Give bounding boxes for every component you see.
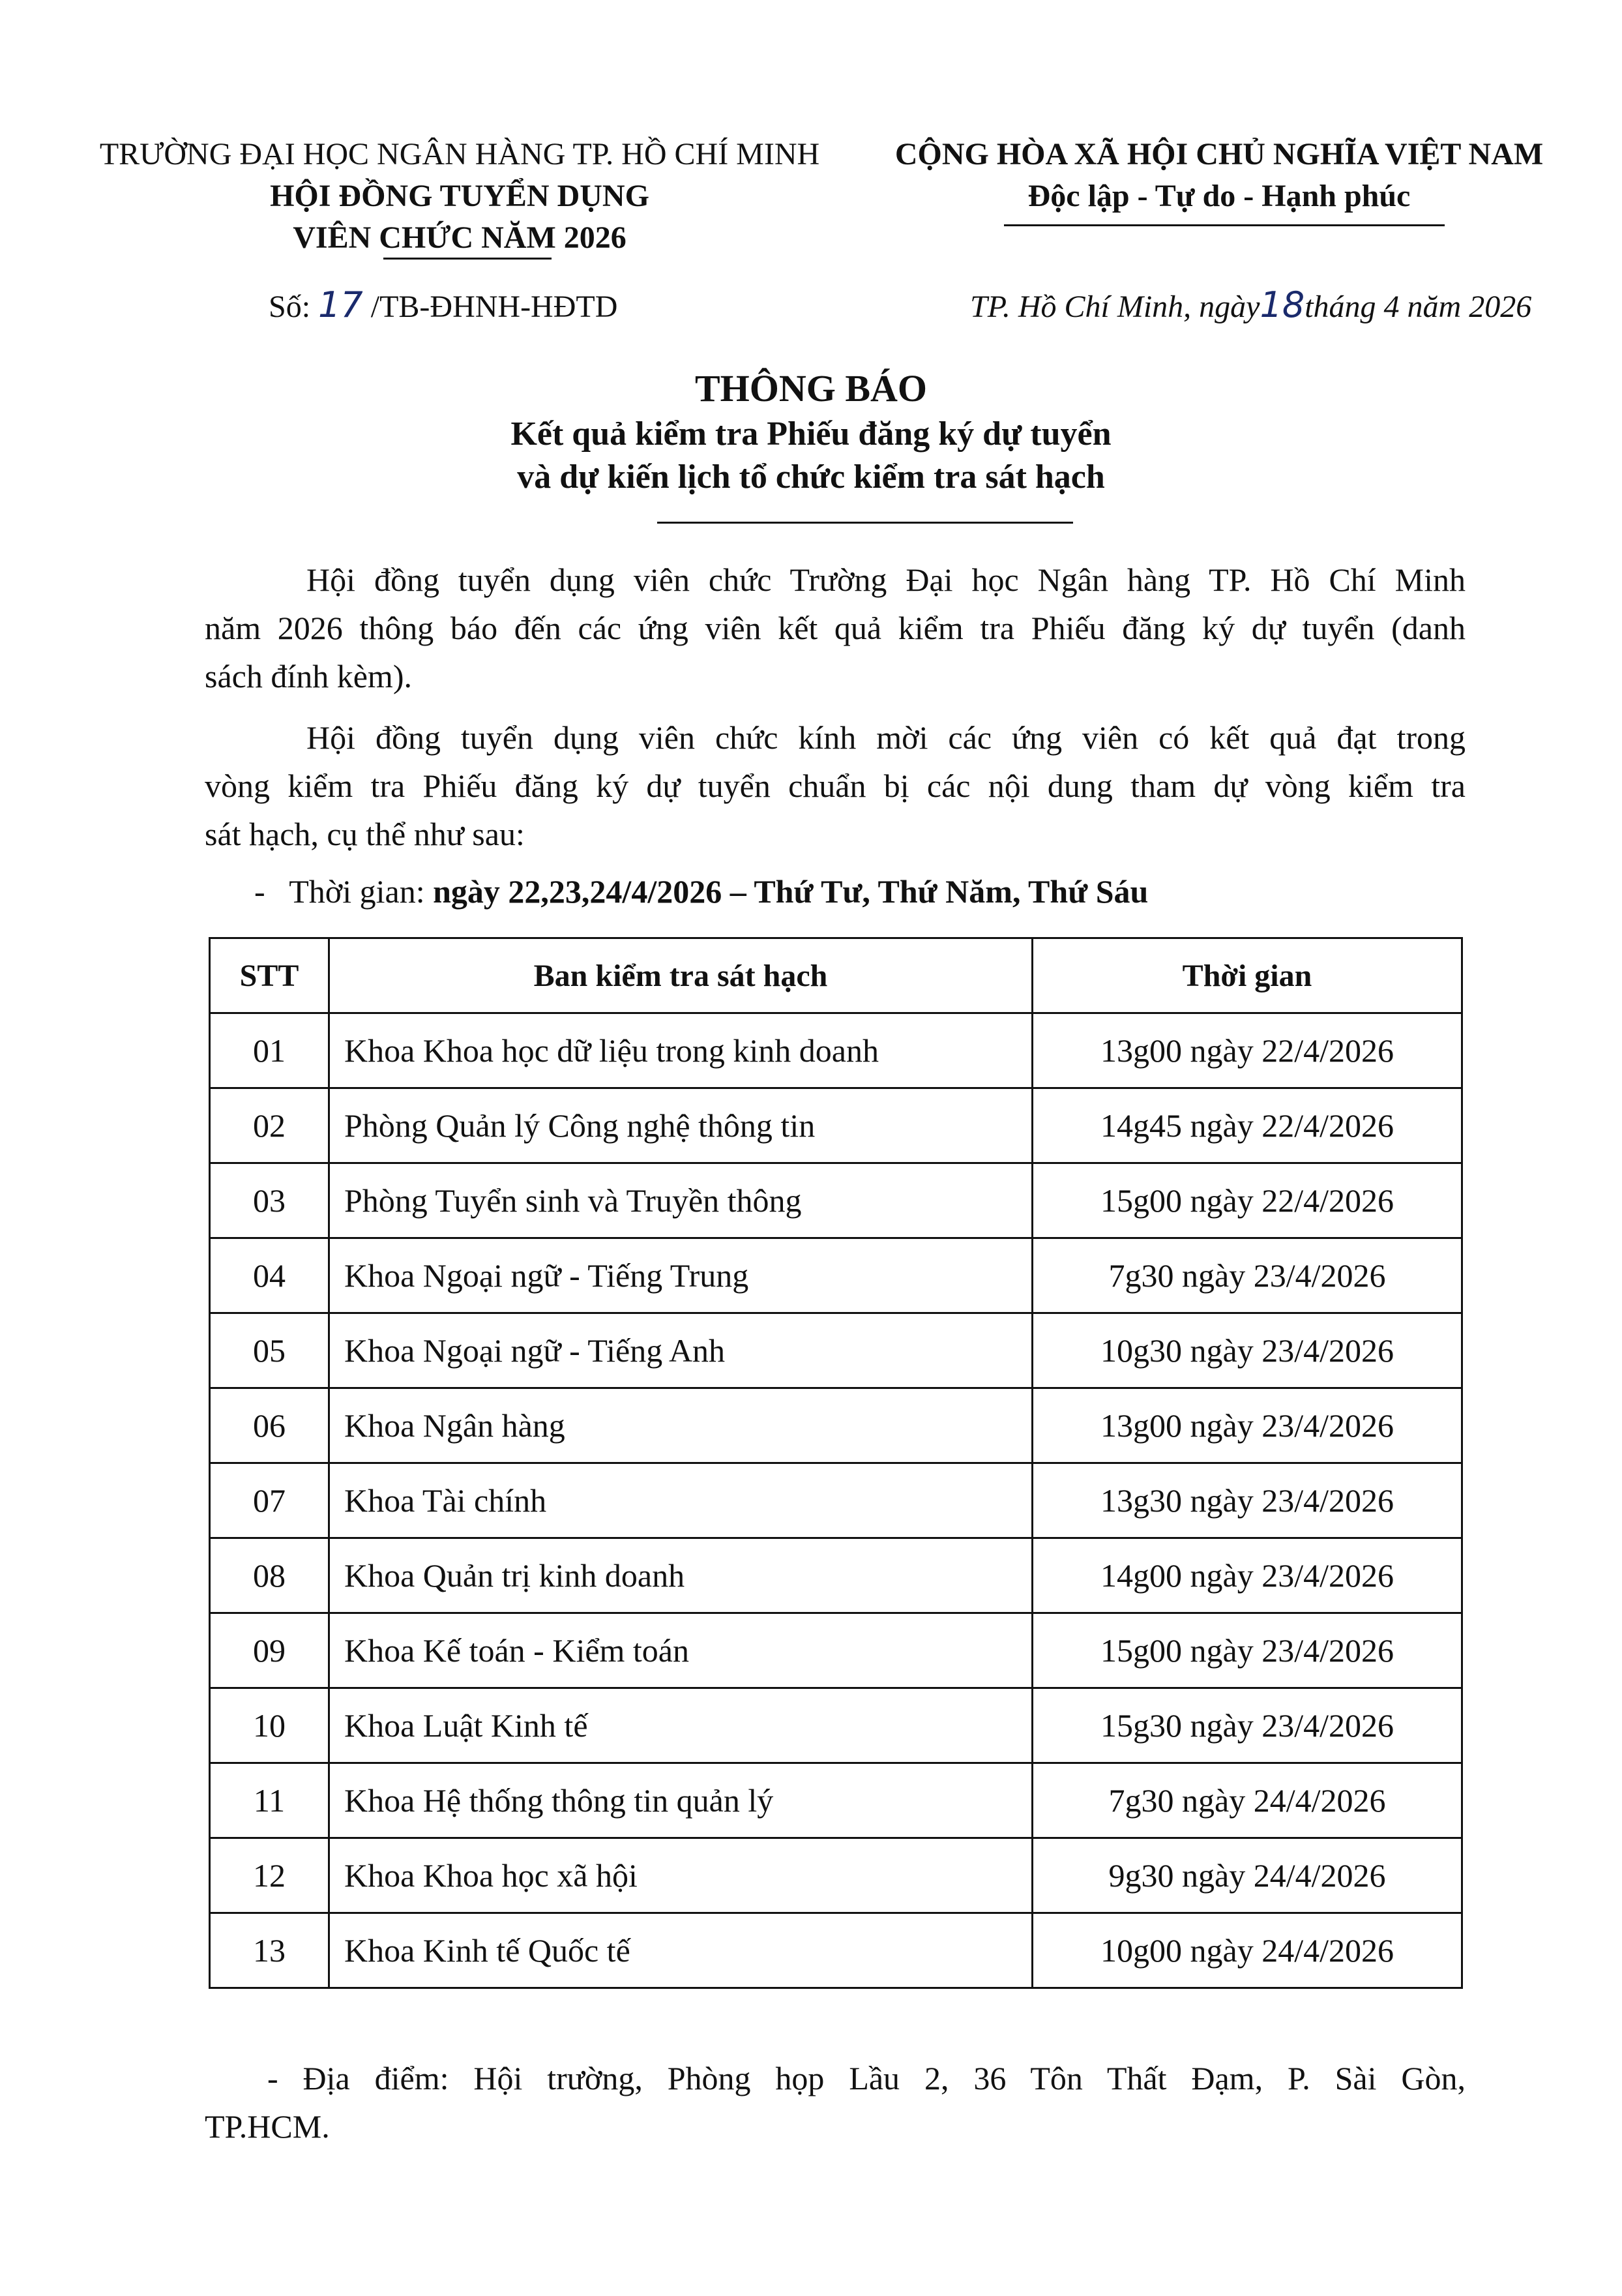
- location-item: [205, 2054, 1466, 2151]
- paragraph-invitation: [205, 713, 1466, 858]
- table-row: [210, 1913, 1462, 1988]
- table-row: [210, 1763, 1462, 1838]
- table-header-row: [210, 938, 1462, 1013]
- table-row: [210, 1838, 1462, 1913]
- location-line: TP.HCM.: [205, 2108, 330, 2145]
- row-exam-board: Khoa Ngoại ngữ - Tiếng Anh: [329, 1313, 1033, 1388]
- issuer-header: [98, 134, 821, 259]
- date-prefix: TP. Hồ Chí Minh, ngày: [970, 290, 1260, 324]
- row-exam-board: Khoa Kế toán - Kiểm toán: [329, 1613, 1033, 1688]
- location-line: - Địa điểm: Hội trường, Phòng họp Lầu 2, 36 Tôn Thất Đạm, P. Sài Gòn,: [267, 2060, 1466, 2096]
- exam-schedule-table: [209, 937, 1463, 1989]
- header-time: Thời gian: [1033, 938, 1462, 1013]
- row-time: 9g30 ngày 24/4/2026: [1033, 1838, 1462, 1913]
- row-time: 15g30 ngày 23/4/2026: [1033, 1688, 1462, 1763]
- row-stt: 04: [210, 1238, 329, 1313]
- time-item-label: Thời gian:: [289, 873, 425, 910]
- row-stt: 07: [210, 1463, 329, 1538]
- date-day-handwritten: 18: [1260, 284, 1305, 325]
- row-stt: 02: [210, 1088, 329, 1163]
- table-row: [210, 1163, 1462, 1238]
- row-exam-board: Khoa Hệ thống thông tin quản lý: [329, 1763, 1033, 1838]
- date-line: [970, 284, 1531, 325]
- row-exam-board: Khoa Ngân hàng: [329, 1388, 1033, 1463]
- row-stt: 12: [210, 1838, 329, 1913]
- row-stt: 11: [210, 1763, 329, 1838]
- issuer-council: HỘI ĐỒNG TUYỂN DỤNG: [270, 179, 649, 213]
- national-header: [861, 134, 1578, 217]
- time-item-value: ngày 22,23,24/4/2026 – Thứ Tư, Thứ Năm, Thứ Sáu: [433, 873, 1149, 910]
- row-time: 7g30 ngày 24/4/2026: [1033, 1763, 1462, 1838]
- row-time: 14g00 ngày 23/4/2026: [1033, 1538, 1462, 1613]
- row-exam-board: Phòng Quản lý Công nghệ thông tin: [329, 1088, 1033, 1163]
- row-exam-board: Khoa Khoa học dữ liệu trong kinh doanh: [329, 1013, 1033, 1088]
- paragraph-intro-line: sách đính kèm).: [205, 658, 412, 694]
- paragraph-intro: [205, 556, 1466, 700]
- row-stt: 01: [210, 1013, 329, 1088]
- table-row: [210, 1013, 1462, 1088]
- time-item: [254, 872, 1148, 910]
- notice-title: THÔNG BÁO: [694, 367, 928, 410]
- paragraph-intro-line: năm 2026 thông báo đến các ứng viên kết quả kiểm tra Phiếu đăng ký dự tuyển (danh: [205, 610, 1466, 646]
- national-motto-country: CỘNG HÒA XÃ HỘI CHỦ NGHĨA VIỆT NAM: [894, 137, 1544, 171]
- doc-number-prefix: Số:: [269, 290, 311, 324]
- motto-underline: [1004, 224, 1445, 226]
- time-item-dash: -: [254, 873, 265, 910]
- national-motto: Độc lập - Tự do - Hạnh phúc: [1027, 179, 1411, 213]
- row-exam-board: Khoa Quản trị kinh doanh: [329, 1538, 1033, 1613]
- issuer-year: VIÊN CHỨC NĂM 2026: [293, 220, 627, 255]
- table-row: [210, 1388, 1462, 1463]
- row-stt: 10: [210, 1688, 329, 1763]
- row-time: 13g30 ngày 23/4/2026: [1033, 1463, 1462, 1538]
- row-time: 13g00 ngày 22/4/2026: [1033, 1013, 1462, 1088]
- row-exam-board: Khoa Kinh tế Quốc tế: [329, 1913, 1033, 1988]
- row-exam-board: Khoa Luật Kinh tế: [329, 1688, 1033, 1763]
- row-exam-board: Phòng Tuyển sinh và Truyền thông: [329, 1163, 1033, 1238]
- header-exam-board: Ban kiểm tra sát hạch: [329, 938, 1033, 1013]
- row-time: 15g00 ngày 23/4/2026: [1033, 1613, 1462, 1688]
- row-time: 14g45 ngày 22/4/2026: [1033, 1088, 1462, 1163]
- row-stt: 03: [210, 1163, 329, 1238]
- paragraph-invitation-line: vòng kiểm tra Phiếu đăng ký dự tuyển chuẩn bị các nội dung tham dự vòng kiểm tra: [205, 768, 1466, 804]
- date-suffix: tháng 4 năm 2026: [1305, 290, 1532, 324]
- document-number: [269, 284, 617, 325]
- row-stt: 05: [210, 1313, 329, 1388]
- row-stt: 09: [210, 1613, 329, 1688]
- paragraph-invitation-line: Hội đồng tuyển dụng viên chức kính mời các ứng viên có kết quả đạt trong: [306, 719, 1466, 756]
- table-row: [210, 1613, 1462, 1688]
- table-row: [210, 1238, 1462, 1313]
- paragraph-invitation-line: sát hạch, cụ thể như sau:: [205, 816, 525, 852]
- row-exam-board: Khoa Ngoại ngữ - Tiếng Trung: [329, 1238, 1033, 1313]
- row-stt: 13: [210, 1913, 329, 1988]
- row-time: 7g30 ngày 23/4/2026: [1033, 1238, 1462, 1313]
- row-time: 10g00 ngày 24/4/2026: [1033, 1913, 1462, 1988]
- row-stt: 06: [210, 1388, 329, 1463]
- title-underline: [657, 522, 1073, 524]
- row-exam-board: Khoa Tài chính: [329, 1463, 1033, 1538]
- row-time: 15g00 ngày 22/4/2026: [1033, 1163, 1462, 1238]
- paragraph-intro-line: Hội đồng tuyển dụng viên chức Trường Đại học Ngân hàng TP. Hồ Chí Minh: [306, 561, 1466, 598]
- row-exam-board: Khoa Khoa học xã hội: [329, 1838, 1033, 1913]
- notice-subtitle-2: và dự kiến lịch tổ chức kiểm tra sát hạch: [517, 458, 1105, 496]
- table-row: [210, 1538, 1462, 1613]
- table-row: [210, 1313, 1462, 1388]
- row-stt: 08: [210, 1538, 329, 1613]
- row-time: 13g00 ngày 23/4/2026: [1033, 1388, 1462, 1463]
- doc-number-suffix: /TB-ĐHNH-HĐTD: [370, 290, 618, 324]
- doc-number-handwritten: 17: [318, 284, 363, 325]
- notice-subtitle-1: Kết quả kiểm tra Phiếu đăng ký dự tuyển: [510, 415, 1112, 453]
- row-time: 10g30 ngày 23/4/2026: [1033, 1313, 1462, 1388]
- table-row: [210, 1088, 1462, 1163]
- table-row: [210, 1463, 1462, 1538]
- issuer-university: TRƯỜNG ĐẠI HỌC NGÂN HÀNG TP. HỒ CHÍ MINH: [99, 137, 820, 171]
- issuer-underline: [383, 258, 552, 260]
- header-stt: STT: [210, 938, 329, 1013]
- table-row: [210, 1688, 1462, 1763]
